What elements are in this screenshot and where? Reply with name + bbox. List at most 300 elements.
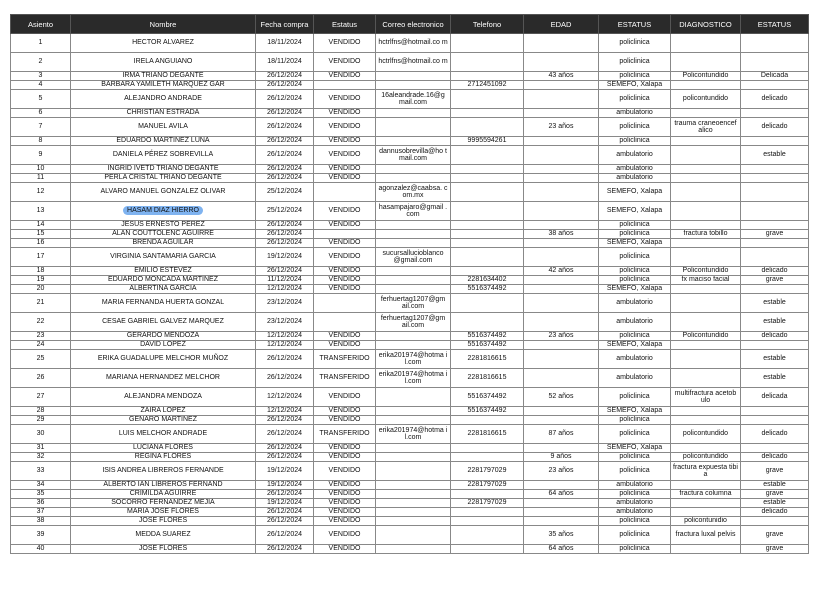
cell-estatus	[314, 81, 376, 90]
cell-estatus-text: VENDIDO	[328, 517, 361, 525]
cell-fecha-compra-text: 26/12/2024	[266, 72, 303, 80]
cell-estatus-2-text: ambulatorio	[616, 165, 653, 173]
cell-estatus	[314, 481, 376, 490]
cell-estatus	[314, 517, 376, 526]
cell-estatus	[314, 221, 376, 230]
cell-nombre-text: ALAN COUTTOLENC AGUIRRE	[112, 230, 214, 238]
cell-telefono	[451, 165, 524, 174]
cell-estatus-2-text: ambulatorio	[616, 499, 653, 507]
cell-telefono	[451, 453, 524, 462]
cell-correo-text: erika201974@hotma il.com	[378, 351, 448, 366]
cell-estatus-2-text: policlinica	[619, 72, 650, 80]
cell-telefono	[451, 526, 524, 545]
cell-fecha-compra	[256, 165, 314, 174]
cell-asiento	[11, 444, 71, 453]
cell-fecha-compra-text: 19/12/2024	[266, 253, 303, 261]
table-row	[11, 285, 809, 294]
cell-estatus-2-text: SEMEFO, Xalapa	[606, 444, 663, 452]
cell-fecha-compra-text: 26/12/2024	[266, 165, 303, 173]
cell-diagnostico	[671, 332, 741, 341]
cell-estatus-2-text: policlinica	[619, 467, 650, 475]
cell-asiento	[11, 481, 71, 490]
table-row	[11, 517, 809, 526]
cell-nombre-text: CESAE GABRIEL GALVEZ MARQUEZ	[102, 318, 224, 326]
cell-estatus-2-text: ambulatorio	[616, 374, 653, 382]
cell-edad-text: 23 años	[548, 467, 574, 475]
cell-correo	[376, 369, 451, 388]
cell-fecha-compra-text: 12/12/2024	[266, 407, 303, 415]
cell-nombre	[71, 118, 256, 137]
cell-asiento-text: 33	[36, 467, 45, 475]
cell-estatus-text: VENDIDO	[328, 545, 361, 553]
cell-diagnostico	[671, 81, 741, 90]
cell-diagnostico	[671, 490, 741, 499]
cell-estatus-text: VENDIDO	[328, 508, 361, 516]
cell-asiento-text: 11	[36, 174, 45, 182]
cell-asiento-text: 23	[36, 332, 45, 340]
cell-estatus-3	[741, 294, 809, 313]
cell-estatus-2-text: policlinica	[619, 517, 650, 525]
cell-estatus-3	[741, 267, 809, 276]
cell-estatus-2	[599, 81, 671, 90]
cell-nombre-text: HECTOR ALVAREZ	[132, 39, 194, 47]
cell-diagnostico-text: Policontundido	[682, 332, 729, 340]
table-row	[11, 499, 809, 508]
cell-asiento	[11, 499, 71, 508]
cell-nombre-text: ERIKA GUADALUPE MELCHOR MUÑOZ	[97, 355, 229, 363]
cell-estatus	[314, 53, 376, 72]
cell-edad	[524, 248, 599, 267]
cell-edad	[524, 239, 599, 248]
cell-telefono-text: 2281797029	[467, 467, 507, 475]
cell-fecha-compra	[256, 174, 314, 183]
cell-asiento	[11, 407, 71, 416]
cell-estatus	[314, 267, 376, 276]
cell-fecha-compra-text: 26/12/2024	[266, 545, 303, 553]
cell-estatus-2-text: SEMEFO, Xalapa	[606, 341, 663, 349]
cell-telefono-text: 2281816615	[467, 430, 507, 438]
cell-estatus-3-text: delicado	[761, 508, 788, 516]
cell-telefono	[451, 90, 524, 109]
cell-estatus-text: VENDIDO	[328, 123, 361, 131]
cell-edad-text: 52 años	[548, 393, 574, 401]
cell-fecha-compra	[256, 285, 314, 294]
cell-estatus-3-text: grave	[765, 490, 784, 498]
cell-fecha-compra	[256, 294, 314, 313]
cell-estatus-text: VENDIDO	[328, 39, 361, 47]
cell-estatus-text: VENDIDO	[328, 151, 361, 159]
cell-nombre-text: BRENDA AGUILAR	[132, 239, 194, 247]
cell-fecha-compra-text: 25/12/2024	[266, 207, 303, 215]
cell-diagnostico-text: policontundido	[682, 453, 729, 461]
cell-estatus	[314, 425, 376, 444]
cell-fecha-compra-text: 12/12/2024	[266, 285, 303, 293]
cell-estatus-text: VENDIDO	[328, 137, 361, 145]
cell-fecha-compra-text: 26/12/2024	[266, 109, 303, 117]
cell-telefono	[451, 332, 524, 341]
header-edad: EDAD	[524, 15, 599, 34]
cell-estatus-2-text: ambulatorio	[616, 355, 653, 363]
cell-fecha-compra-text: 12/12/2024	[266, 341, 303, 349]
header-estatus-3: ESTATUS	[741, 15, 809, 34]
cell-edad	[524, 350, 599, 369]
cell-estatus-text: VENDIDO	[328, 407, 361, 415]
cell-edad	[524, 183, 599, 202]
cell-correo	[376, 72, 451, 81]
cell-nombre	[71, 369, 256, 388]
cell-telefono-text: 5516374492	[467, 341, 507, 349]
cell-correo	[376, 276, 451, 285]
cell-estatus-2-text: SEMEFO, Xalapa	[606, 285, 663, 293]
cell-fecha-compra-text: 26/12/2024	[266, 221, 303, 229]
table-row	[11, 53, 809, 72]
cell-nombre	[71, 462, 256, 481]
table-row	[11, 137, 809, 146]
cell-edad	[524, 526, 599, 545]
cell-diagnostico	[671, 294, 741, 313]
cell-edad	[524, 118, 599, 137]
cell-estatus-text: VENDIDO	[328, 239, 361, 247]
cell-asiento-text: 1	[38, 39, 43, 47]
cell-asiento	[11, 183, 71, 202]
passenger-status-table	[10, 14, 809, 554]
cell-asiento-text: 34	[36, 481, 45, 489]
table-row	[11, 267, 809, 276]
cell-nombre	[71, 341, 256, 350]
cell-asiento	[11, 248, 71, 267]
cell-asiento	[11, 72, 71, 81]
cell-fecha-compra	[256, 137, 314, 146]
cell-diagnostico	[671, 526, 741, 545]
cell-edad-text: 64 años	[548, 490, 574, 498]
table-header	[11, 15, 809, 34]
cell-nombre	[71, 248, 256, 267]
cell-estatus-3	[741, 425, 809, 444]
cell-asiento	[11, 453, 71, 462]
table-row	[11, 407, 809, 416]
cell-fecha-compra	[256, 499, 314, 508]
cell-correo	[376, 332, 451, 341]
cell-fecha-compra-text: 26/12/2024	[266, 508, 303, 516]
table-row	[11, 81, 809, 90]
cell-fecha-compra-text: 23/12/2024	[266, 318, 303, 326]
cell-estatus-text: VENDIDO	[328, 267, 361, 275]
cell-estatus-text: VENDIDO	[328, 393, 361, 401]
cell-estatus-2-text: policlinica	[619, 430, 650, 438]
cell-correo	[376, 526, 451, 545]
cell-correo	[376, 313, 451, 332]
table-row	[11, 350, 809, 369]
cell-estatus-2-text: policlinica	[619, 490, 650, 498]
cell-estatus-2	[599, 350, 671, 369]
cell-asiento-text: 21	[36, 299, 45, 307]
cell-nombre-text: ALBERTO IAN LIBREROS FERNAND	[103, 481, 223, 489]
cell-nombre-text: DAVID LOPEZ	[140, 341, 186, 349]
cell-asiento-text: 37	[36, 508, 45, 516]
cell-diagnostico	[671, 248, 741, 267]
cell-correo-text: ferhuertag1207@gm ail.com	[380, 314, 446, 329]
cell-telefono	[451, 202, 524, 221]
cell-estatus-2-text: ambulatorio	[616, 299, 653, 307]
cell-estatus-2	[599, 109, 671, 118]
cell-nombre	[71, 183, 256, 202]
cell-correo-text: 16aleandrade.16@g mail.com	[381, 91, 445, 106]
cell-nombre-text: MEDDA SUAREZ	[135, 531, 191, 539]
table-row	[11, 526, 809, 545]
cell-correo	[376, 499, 451, 508]
cell-correo	[376, 341, 451, 350]
cell-estatus-3-text: delicado	[761, 95, 788, 103]
cell-estatus-3	[741, 481, 809, 490]
cell-estatus	[314, 90, 376, 109]
cell-correo	[376, 462, 451, 481]
table-row	[11, 165, 809, 174]
cell-correo	[376, 174, 451, 183]
cell-estatus-2-text: SEMEFO, Xalapa	[606, 188, 663, 196]
cell-estatus-2	[599, 341, 671, 350]
cell-nombre	[71, 508, 256, 517]
cell-estatus-3	[741, 53, 809, 72]
cell-correo	[376, 285, 451, 294]
cell-estatus	[314, 34, 376, 53]
cell-asiento-text: 28	[36, 407, 45, 415]
cell-nombre	[71, 388, 256, 407]
cell-estatus-3-text: estable	[763, 299, 786, 307]
cell-fecha-compra	[256, 109, 314, 118]
cell-asiento	[11, 490, 71, 499]
cell-estatus	[314, 146, 376, 165]
cell-fecha-compra	[256, 416, 314, 425]
cell-diagnostico-text: fractura tobillo	[683, 230, 728, 238]
cell-estatus	[314, 341, 376, 350]
cell-fecha-compra	[256, 239, 314, 248]
cell-asiento-text: 10	[36, 165, 45, 173]
cell-nombre-text: SOCORRO FERNANDEZ MEJIA	[111, 499, 215, 507]
cell-estatus-2-text: policlinica	[619, 267, 650, 275]
cell-estatus-2	[599, 545, 671, 554]
cell-nombre	[71, 294, 256, 313]
cell-estatus-3-text: estable	[763, 151, 786, 159]
cell-nombre	[71, 425, 256, 444]
cell-correo	[376, 416, 451, 425]
cell-estatus-text: VENDIDO	[328, 332, 361, 340]
cell-estatus-2	[599, 294, 671, 313]
cell-estatus-text: VENDIDO	[328, 467, 361, 475]
cell-estatus-2-text: policlinica	[619, 123, 650, 131]
cell-diagnostico	[671, 239, 741, 248]
cell-edad	[524, 53, 599, 72]
cell-asiento	[11, 109, 71, 118]
cell-telefono	[451, 221, 524, 230]
cell-fecha-compra	[256, 332, 314, 341]
cell-fecha-compra	[256, 118, 314, 137]
cell-diagnostico	[671, 444, 741, 453]
header-asiento: Asiento	[11, 15, 71, 34]
cell-edad	[524, 388, 599, 407]
cell-diagnostico	[671, 165, 741, 174]
cell-estatus-2-text: policlinica	[619, 416, 650, 424]
table-row	[11, 34, 809, 53]
cell-estatus-3	[741, 341, 809, 350]
cell-nombre-text: DANIELA PÉREZ SOBREVILLA	[112, 151, 214, 159]
cell-asiento	[11, 34, 71, 53]
cell-nombre	[71, 267, 256, 276]
cell-fecha-compra-text: 18/11/2024	[267, 39, 302, 47]
cell-asiento	[11, 165, 71, 174]
cell-estatus-2	[599, 481, 671, 490]
cell-diagnostico	[671, 202, 741, 221]
cell-correo	[376, 34, 451, 53]
cell-nombre	[71, 276, 256, 285]
cell-estatus-3	[741, 72, 809, 81]
cell-diagnostico	[671, 230, 741, 239]
cell-edad	[524, 276, 599, 285]
cell-nombre-text: EMILIO ESTEVEZ	[134, 267, 192, 275]
cell-estatus-2-text: SEMEFO, Xalapa	[606, 81, 663, 89]
table-row	[11, 444, 809, 453]
table-row	[11, 453, 809, 462]
cell-correo	[376, 53, 451, 72]
cell-nombre	[71, 453, 256, 462]
cell-diagnostico-text: Policontundido	[682, 267, 729, 275]
cell-asiento-text: 26	[36, 374, 45, 382]
cell-estatus-2	[599, 416, 671, 425]
cell-fecha-compra	[256, 72, 314, 81]
cell-nombre	[71, 202, 256, 221]
cell-fecha-compra-text: 23/12/2024	[266, 299, 303, 307]
cell-diagnostico	[671, 118, 741, 137]
cell-correo	[376, 425, 451, 444]
cell-diagnostico	[671, 545, 741, 554]
cell-telefono	[451, 34, 524, 53]
cell-telefono-text: 9995594261	[467, 137, 507, 145]
cell-nombre	[71, 332, 256, 341]
cell-estatus-2-text: policlinica	[619, 221, 650, 229]
table-row	[11, 174, 809, 183]
cell-correo	[376, 109, 451, 118]
cell-nombre	[71, 34, 256, 53]
cell-telefono	[451, 481, 524, 490]
cell-nombre	[71, 499, 256, 508]
cell-asiento	[11, 462, 71, 481]
cell-estatus-text: VENDIDO	[328, 58, 361, 66]
cell-asiento-text: 20	[36, 285, 45, 293]
cell-edad-text: 9 años	[550, 453, 572, 461]
cell-correo	[376, 221, 451, 230]
cell-asiento	[11, 508, 71, 517]
table-row	[11, 545, 809, 554]
cell-correo	[376, 90, 451, 109]
cell-nombre-text: JOSE FLORES	[138, 517, 188, 525]
cell-estatus	[314, 416, 376, 425]
cell-nombre-text: ZAIRA LOPEZ	[140, 407, 186, 415]
cell-asiento-text: 38	[36, 517, 45, 525]
cell-diagnostico-text: trauma craneoencefalico	[674, 119, 737, 134]
cell-telefono-text: 2281797029	[467, 481, 507, 489]
cell-telefono	[451, 53, 524, 72]
cell-estatus-text: TRANSFERIDO	[319, 430, 370, 438]
cell-estatus-2	[599, 174, 671, 183]
table-body	[11, 34, 809, 554]
cell-telefono	[451, 248, 524, 267]
cell-estatus-2	[599, 526, 671, 545]
cell-edad	[524, 174, 599, 183]
cell-estatus-2-text: ambulatorio	[616, 109, 653, 117]
table-row	[11, 230, 809, 239]
cell-estatus-3-text: grave	[765, 467, 784, 475]
cell-estatus	[314, 72, 376, 81]
cell-telefono	[451, 285, 524, 294]
cell-diagnostico	[671, 276, 741, 285]
cell-fecha-compra-text: 18/11/2024	[267, 58, 302, 66]
cell-edad-text: 43 años	[548, 72, 574, 80]
cell-correo-text: sucursallucioblanco @gmail.com	[382, 249, 444, 264]
cell-estatus-3	[741, 146, 809, 165]
cell-estatus-2	[599, 53, 671, 72]
cell-estatus-2	[599, 388, 671, 407]
cell-estatus-2	[599, 276, 671, 285]
cell-estatus-3-text: delicado	[761, 430, 788, 438]
cell-asiento	[11, 416, 71, 425]
cell-asiento	[11, 294, 71, 313]
cell-telefono	[451, 174, 524, 183]
cell-estatus-2	[599, 239, 671, 248]
cell-correo	[376, 481, 451, 490]
cell-fecha-compra	[256, 53, 314, 72]
cell-estatus-3	[741, 462, 809, 481]
table-row	[11, 109, 809, 118]
cell-nombre-text: REGINA FLORES	[134, 453, 192, 461]
cell-asiento-text: 5	[38, 95, 43, 103]
cell-estatus-2	[599, 444, 671, 453]
cell-estatus-text: VENDIDO	[328, 285, 361, 293]
cell-fecha-compra	[256, 425, 314, 444]
cell-asiento-text: 22	[36, 318, 45, 326]
cell-edad	[524, 90, 599, 109]
cell-estatus-2	[599, 313, 671, 332]
cell-edad	[524, 508, 599, 517]
cell-fecha-compra-text: 26/12/2024	[266, 137, 303, 145]
cell-edad-text: 23 años	[548, 332, 574, 340]
cell-diagnostico-text: fractura expuesta tibia	[673, 463, 738, 478]
cell-nombre	[71, 109, 256, 118]
cell-estatus-2-text: policlinica	[619, 393, 650, 401]
cell-nombre	[71, 221, 256, 230]
cell-estatus-2-text: policlinica	[619, 58, 650, 66]
cell-correo	[376, 490, 451, 499]
cell-fecha-compra	[256, 369, 314, 388]
cell-estatus-3-text: delicado	[761, 453, 788, 461]
cell-nombre	[71, 137, 256, 146]
cell-estatus-3-text: estable	[763, 481, 786, 489]
cell-estatus-2	[599, 508, 671, 517]
cell-telefono	[451, 369, 524, 388]
cell-edad-text: 42 años	[548, 267, 574, 275]
cell-edad	[524, 499, 599, 508]
cell-fecha-compra	[256, 517, 314, 526]
cell-fecha-compra	[256, 81, 314, 90]
cell-nombre-text: MARIANA HERNANDEZ MELCHOR	[106, 374, 220, 382]
cell-estatus	[314, 407, 376, 416]
table-row	[11, 490, 809, 499]
cell-edad	[524, 481, 599, 490]
cell-nombre	[71, 239, 256, 248]
table-row	[11, 462, 809, 481]
cell-correo-text: erika201974@hotma il.com	[378, 426, 448, 441]
cell-fecha-compra-text: 26/12/2024	[266, 416, 303, 424]
cell-edad	[524, 416, 599, 425]
cell-telefono	[451, 239, 524, 248]
